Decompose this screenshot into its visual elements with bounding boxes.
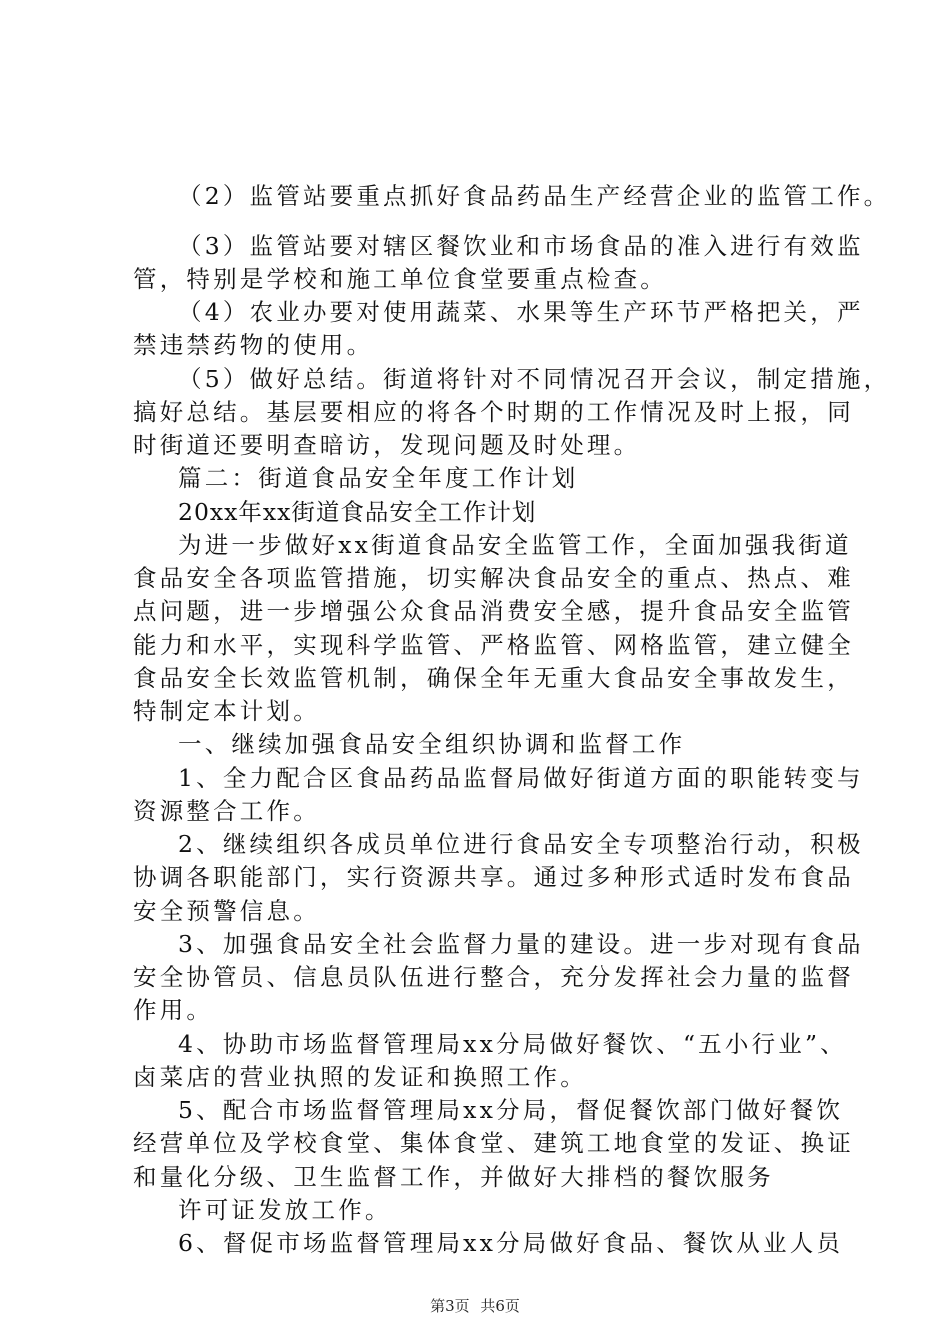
body-line: 4、协助市场监督管理局xx分局做好餐饮、“五小行业”、: [178, 1030, 847, 1058]
body-line: 安全预警信息。: [133, 897, 320, 925]
body-line: 安全协管员、信息员队伍进行整合，充分发挥社会力量的监督: [133, 963, 854, 991]
body-line: 特制定本计划。: [133, 697, 320, 725]
section-heading: 篇二：街道食品安全年度工作计划: [178, 464, 579, 492]
body-line: 和量化分级、卫生监督工作，并做好大排档的餐饮服务: [133, 1163, 774, 1191]
page-footer: [0, 1296, 950, 1316]
body-line: 食品安全长效监管机制，确保全年无重大食品安全事故发生，: [133, 664, 854, 692]
body-line: （4）农业办要对使用蔬菜、水果等生产环节严格把关，严: [178, 298, 864, 326]
body-line: 食品安全各项监管措施，切实解决食品安全的重点、热点、难: [133, 564, 854, 592]
body-line: （2）监管站要重点抓好食品药品生产经营企业的监管工作。: [178, 182, 891, 210]
body-line: 2、继续组织各成员单位进行食品安全专项整治行动，积极: [178, 830, 864, 858]
body-line: 3、加强食品安全社会监督力量的建设。进一步对现有食品: [178, 930, 864, 958]
body-line: 5、配合市场监督管理局xx分局，督促餐饮部门做好餐饮: [178, 1096, 844, 1124]
body-line: 1、全力配合区食品药品监督局做好街道方面的职能转变与: [178, 764, 864, 792]
body-line: 6、督促市场监督管理局xx分局做好食品、餐饮从业人员: [178, 1229, 844, 1257]
body-line: 许可证发放工作。: [178, 1196, 392, 1224]
body-line: 经营单位及学校食堂、集体食堂、建筑工地食堂的发证、换证: [133, 1129, 854, 1157]
body-line: 作用。: [133, 996, 214, 1024]
page-number: 第3页: [430, 1297, 470, 1315]
body-line: 为进一步做好xx街道食品安全监管工作，全面加强我街道: [178, 531, 852, 559]
body-line: 资源整合工作。: [133, 797, 320, 825]
body-line: 禁违禁药物的使用。: [133, 331, 374, 359]
section-heading: 一、继续加强食品安全组织协调和监督工作: [178, 730, 686, 758]
page-total: 共6页: [480, 1297, 520, 1315]
body-line: 点问题，进一步增强公众食品消费安全感，提升食品安全监管: [133, 597, 854, 625]
body-line: 搞好总结。基层要相应的将各个时期的工作情况及时上报，同: [133, 398, 854, 426]
body-line: （3）监管站要对辖区餐饮业和市场食品的准入进行有效监: [178, 232, 864, 260]
body-line: 协调各职能部门，实行资源共享。通过多种形式适时发布食品: [133, 863, 854, 891]
body-line: 能力和水平，实现科学监管、严格监管、网格监管，建立健全: [133, 631, 854, 659]
body-line: 管，特别是学校和施工单位食堂要重点检查。: [133, 265, 667, 293]
body-line: （5）做好总结。街道将针对不同情况召开会议，制定措施，: [178, 365, 891, 393]
body-line: 时街道还要明查暗访，发现问题及时处理。: [133, 431, 641, 459]
document-title: 20xx年xx街道食品安全工作计划: [178, 498, 537, 526]
body-line: 卤菜店的营业执照的发证和换照工作。: [133, 1063, 587, 1091]
